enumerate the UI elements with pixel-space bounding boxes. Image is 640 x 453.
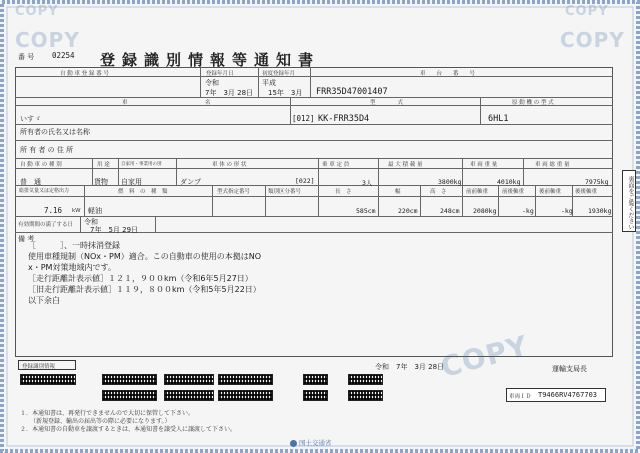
kind-value: 普 通 bbox=[20, 178, 41, 186]
code-block bbox=[218, 374, 273, 385]
reg-date-label: 登録年月日 bbox=[206, 71, 234, 77]
ministry-logo-icon bbox=[290, 440, 297, 447]
number-label: 番 号 bbox=[18, 53, 35, 61]
use-value: 貨物 bbox=[94, 178, 108, 186]
note-2: ２．本通知書の自動車を譲渡するときは、本通知書を譲受人に譲渡して下さい。 bbox=[20, 426, 237, 433]
side-note: 裏面をご覧ください bbox=[622, 170, 636, 232]
chassis-label: 車 台 番 号 bbox=[420, 71, 476, 77]
number-value: 02254 bbox=[52, 51, 75, 60]
remarks-block bbox=[28, 240, 261, 306]
first-reg-value: 15年 3月 bbox=[268, 89, 303, 97]
code-block bbox=[164, 374, 214, 385]
remarks-line: ［走行距離計表示値］１２１，９００km（令和6年5月27日） bbox=[28, 274, 253, 283]
code-block bbox=[348, 390, 383, 401]
code-block bbox=[20, 374, 76, 385]
capacity-value: 3人 bbox=[362, 179, 373, 187]
displacement-label: 総排気量又は定格出力 bbox=[19, 188, 70, 194]
type-label: 型 式 bbox=[370, 100, 404, 106]
rr-label: 後後軸重 bbox=[575, 189, 598, 195]
purpose-value: 自家用 bbox=[121, 178, 142, 186]
gross-value: 7975kg bbox=[585, 178, 609, 186]
remarks-label: 備 考 bbox=[18, 235, 35, 243]
id-info-label: 登録識別情報 bbox=[22, 364, 56, 370]
expiry-value: 7年 5月 29日 bbox=[90, 226, 139, 234]
chassis-value: FRR35D47001407 bbox=[316, 87, 388, 97]
remarks-line: 使用車種規制（NOx・PM）適合。この自動車の使用の本拠はNO bbox=[28, 252, 262, 261]
capacity-label: 乗 車 定 員 bbox=[322, 162, 350, 168]
engine-label: 原 動 機 の 型 式 bbox=[512, 100, 554, 106]
rf-label: 後前軸重 bbox=[539, 189, 562, 195]
office-name: 運輸支局長 bbox=[552, 365, 587, 373]
owner-address-label: 所 有 者 の 住 所 bbox=[20, 146, 74, 154]
remarks-line: 以下余白 bbox=[28, 296, 60, 305]
purpose-label: 自家用・事業用の別 bbox=[121, 162, 162, 167]
note-1: １．本通知書は、再発行できませんので大切に保管して下さい。 bbox=[20, 410, 195, 417]
width-value: 220cm bbox=[398, 207, 418, 215]
fr-label: 前後軸重 bbox=[502, 189, 525, 195]
code-block bbox=[218, 390, 273, 401]
vehicle-id-label: 車両ＩＤ bbox=[509, 394, 532, 400]
body-code: [022] bbox=[295, 177, 315, 185]
gross-label: 車 両 総 重 量 bbox=[535, 162, 570, 168]
remarks-line: x・PM対策地域内です。 bbox=[28, 263, 116, 272]
code-block bbox=[303, 374, 328, 385]
vehicle-id-value: T9466RV4767703 bbox=[538, 391, 598, 399]
rf-value: -kg bbox=[561, 207, 573, 215]
note-1b: （新規登録、輸出の届出等の際に必要になります。） bbox=[30, 418, 171, 425]
first-reg-label: 初度登録年月 bbox=[262, 71, 296, 77]
fw-value: 2080kg bbox=[473, 207, 497, 215]
watermark: COPY bbox=[437, 329, 532, 384]
page-title: 登録識別情報等通知書 bbox=[100, 51, 321, 69]
weight-value: 4010kg bbox=[497, 178, 521, 186]
first-reg-era: 平成 bbox=[262, 79, 276, 87]
code-block bbox=[348, 374, 383, 385]
fuel-value: 軽油 bbox=[88, 207, 102, 215]
height-value: 248cm bbox=[440, 207, 460, 215]
reg-date-value: 7年 3月 28日 bbox=[205, 89, 254, 97]
remarks-line: ［旧走行距離計表示値］１１９，８００km（令和5年5月22日） bbox=[28, 285, 261, 294]
code-block bbox=[164, 390, 214, 401]
expiry-label: 有効期間の満了する日 bbox=[18, 222, 74, 228]
ministry-footer bbox=[290, 438, 332, 447]
body-label: 車 体 の 形 状 bbox=[212, 162, 247, 168]
ministry-name: 国土交通省 bbox=[299, 439, 332, 447]
width-label: 幅 bbox=[395, 189, 401, 195]
max-load-value: 3800kg bbox=[438, 178, 462, 186]
issue-date: 令和 7年 3月 28日 bbox=[375, 363, 445, 371]
height-label: 高 さ bbox=[430, 189, 447, 195]
class-label: 類別区分番号 bbox=[268, 189, 302, 195]
watermark: COPY bbox=[565, 4, 609, 19]
maker-label: 車 bbox=[122, 100, 128, 106]
reg-date-era: 令和 bbox=[205, 79, 219, 87]
body-value: ダンプ bbox=[180, 178, 202, 186]
rr-value: 1930kg bbox=[588, 207, 612, 215]
displacement-value: 7.16 bbox=[44, 206, 63, 215]
length-value: 585cm bbox=[356, 207, 376, 215]
reg-no-label: 自 動 車 登 録 番 号 bbox=[60, 71, 109, 77]
watermark: COPY bbox=[560, 28, 625, 52]
use-label: 用 途 bbox=[97, 162, 110, 168]
type-code: [012] bbox=[292, 114, 315, 123]
name-label: 名 bbox=[205, 100, 211, 106]
length-label: 長 さ bbox=[335, 189, 352, 195]
max-load-label: 最 大 積 載 量 bbox=[388, 162, 423, 168]
expiry-era: 令和 bbox=[84, 218, 98, 226]
engine-value: 6HL1 bbox=[488, 114, 509, 124]
fr-value: -kg bbox=[522, 207, 534, 215]
code-block bbox=[303, 390, 328, 401]
code-block bbox=[102, 390, 157, 401]
maker-value: いすゞ bbox=[20, 115, 41, 123]
code-block bbox=[102, 374, 157, 385]
fuel-label: 燃 料 の 種 類 bbox=[118, 189, 168, 195]
type-value: KK-FRR35D4 bbox=[318, 114, 370, 124]
kind-label: 自 動 車 の 種 別 bbox=[20, 162, 62, 168]
owner-label: 所有者の氏名又は名称 bbox=[20, 128, 90, 136]
watermark: COPY bbox=[15, 28, 80, 52]
type-cert-label: 型式指定番号 bbox=[217, 189, 251, 195]
displacement-unit: kW bbox=[72, 208, 81, 214]
watermark: COPY bbox=[15, 4, 59, 19]
fw-label: 前前軸重 bbox=[466, 189, 489, 195]
weight-label: 車 両 重 量 bbox=[470, 162, 498, 168]
remarks-line: ［ ］、一時抹消登録 bbox=[28, 241, 120, 250]
